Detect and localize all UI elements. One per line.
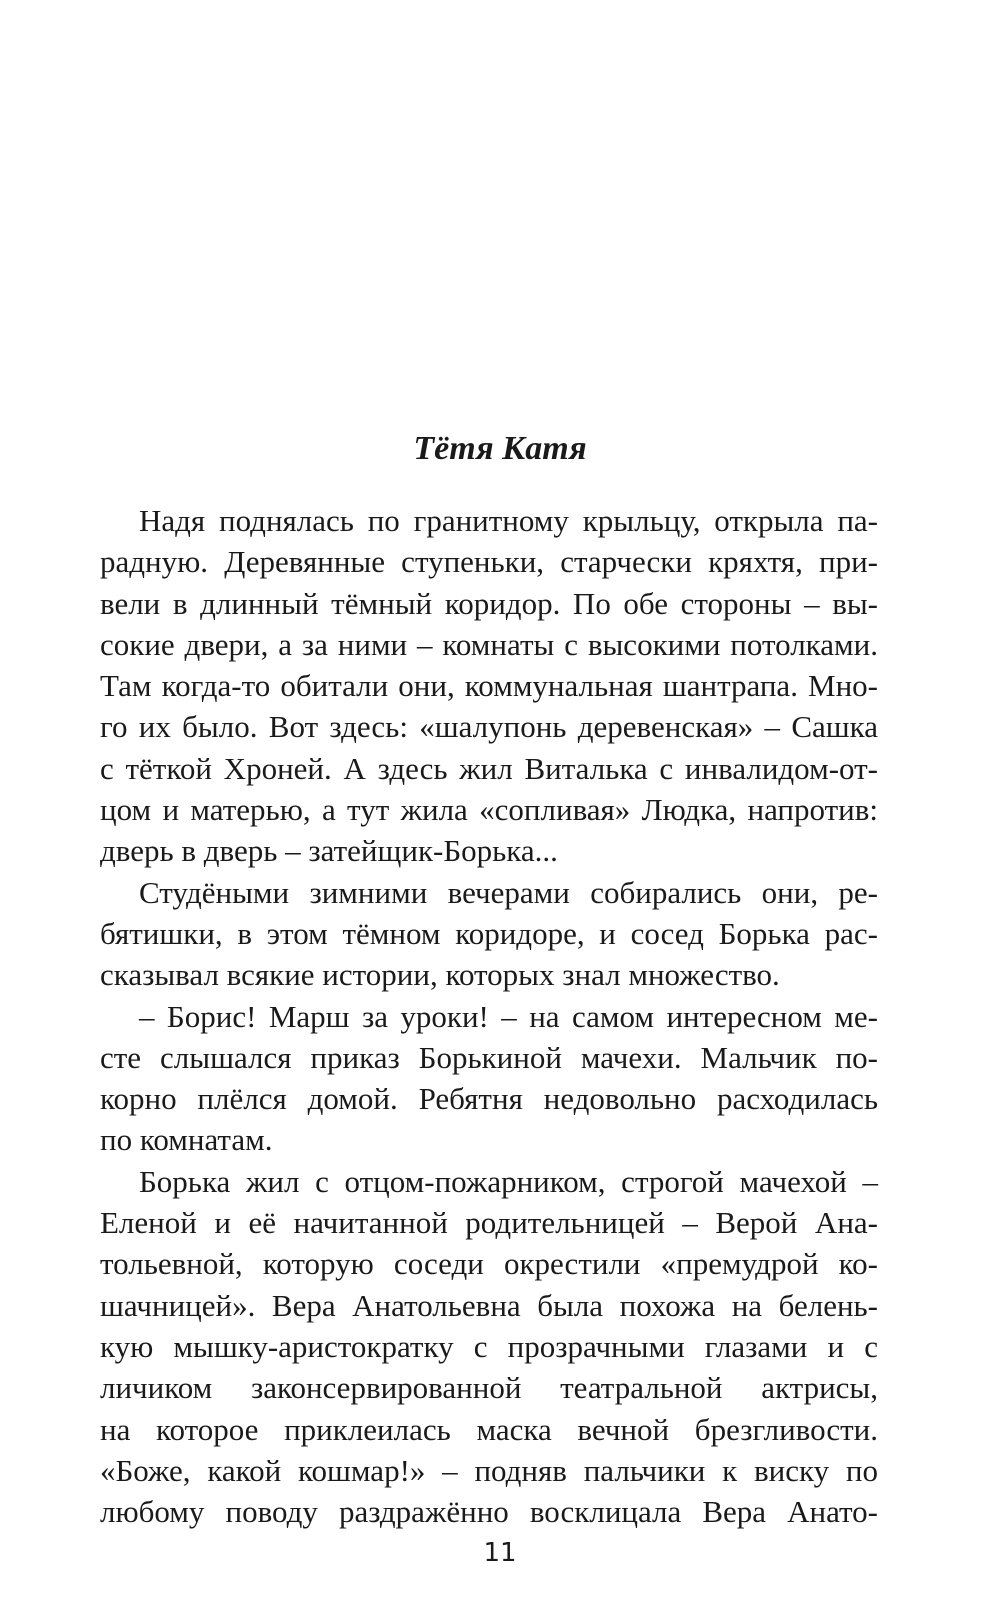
text-line: цом и матерью, а тут жила «сопливая» Людка, напротив:: [100, 792, 878, 828]
paragraph: [100, 1161, 878, 1533]
text-line: Борька жил с отцом-пожарником, строгой мачехой –: [139, 1163, 878, 1199]
text-line: «Боже, какой кошмар!» – подняв пальчики к виску по: [100, 1452, 878, 1488]
text-line: по комнатам.: [100, 1122, 273, 1158]
page-number: 11: [483, 1538, 517, 1568]
body-text: [100, 500, 878, 1532]
text-line: сокие двери, а за ними – комнаты с высокими потолками.: [100, 626, 878, 662]
text-line: шачницей». Вера Анатольевна была похожа на белень-: [100, 1287, 878, 1323]
text-line: кую мышку-аристократку с прозрачными глазами и с: [100, 1328, 878, 1364]
paragraph: [100, 500, 878, 872]
text-line: Еленой и её начитанной родительницей – Верой Ана-: [100, 1205, 878, 1241]
text-line: вели в длинный тёмный коридор. По обе стороны – вы-: [100, 585, 878, 621]
text-line: бятишки, в этом тёмном коридоре, и сосед Борька рас-: [100, 915, 878, 951]
text-line: с тёткой Хроней. А здесь жил Виталька с инвалидом-от-: [100, 750, 878, 786]
paragraph: [100, 996, 878, 1161]
text-line: дверь в дверь – затейщик-Борька...: [100, 833, 558, 869]
text-line: тольевной, которую соседи окрестили «премудрой ко-: [100, 1246, 878, 1282]
text-line: Надя поднялась по гранитному крыльцу, открыла па-: [139, 503, 878, 538]
text-line: – Борис! Марш за уроки! – на самом интересном ме-: [139, 998, 878, 1034]
text-line: корно плёлся домой. Ребятня недовольно расходилась: [100, 1081, 878, 1117]
paragraph: [100, 872, 878, 996]
text-line: сте слышался приказ Борькиной мачехи. Мальчик по-: [100, 1039, 878, 1075]
text-line: любому поводу раздражённо восклицала Вера Анато-: [100, 1494, 878, 1530]
text-line: го их было. Вот здесь: «шалупонь деревенская» – Сашка: [100, 709, 878, 745]
text-line: Студёными зимними вечерами собирались они, ре-: [139, 874, 878, 910]
chapter-title: Тётя Катя: [413, 430, 587, 467]
text-line: Там когда-то обитали они, коммунальная шантрапа. Мно-: [100, 668, 878, 704]
text-line: на которое приклеилась маска вечной брезгливости.: [100, 1411, 878, 1447]
text-line: личиком законсервированной театральной актрисы,: [100, 1370, 878, 1406]
text-line: сказывал всякие истории, которых знал множество.: [100, 957, 780, 993]
text-line: радную. Деревянные ступеньки, старчески кряхтя, при-: [100, 544, 878, 580]
